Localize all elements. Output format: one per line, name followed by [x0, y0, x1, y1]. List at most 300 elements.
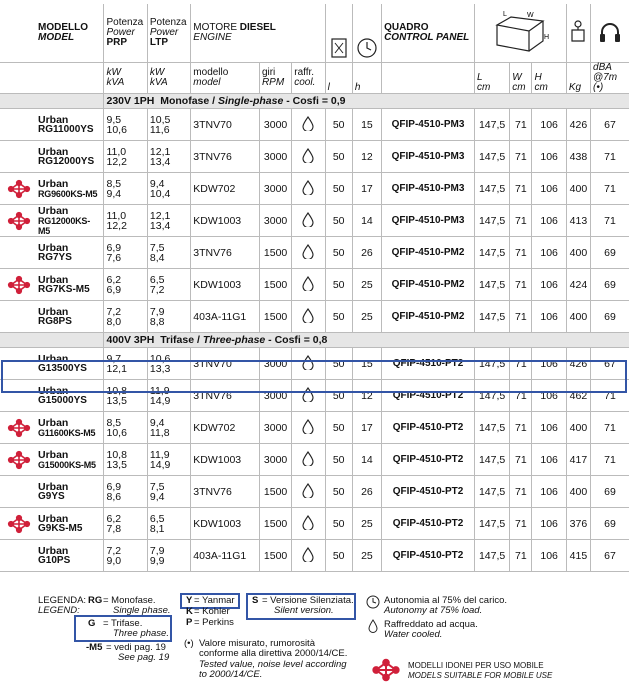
header-model: MODEL — [38, 32, 75, 43]
table-row — [0, 476, 629, 508]
mobile-use-icon — [370, 656, 402, 684]
prp-kw: 6,9 — [106, 480, 122, 493]
legend-s-en: Silent version. — [274, 605, 334, 616]
engine-rpm: 1500 — [259, 508, 291, 540]
mobile-use-icon — [6, 275, 32, 295]
unit-raffr: raffr. — [294, 67, 315, 78]
dim-w: 71 — [510, 348, 532, 380]
model-cell — [0, 412, 104, 444]
weight-kg: 400 — [566, 173, 590, 205]
model-code: G9KS-M5 — [38, 522, 83, 534]
prp-kva: 12,2 — [106, 219, 127, 232]
unit-giri: giri — [261, 67, 276, 78]
engine-rpm: 3000 — [259, 173, 291, 205]
water-drop-icon — [302, 483, 314, 498]
water-drop-icon — [302, 244, 314, 259]
dim-l: 147,5 — [474, 444, 509, 476]
weight-kg: 426 — [566, 348, 590, 380]
engine-model: 403A-11G1 — [191, 540, 260, 572]
dim-l: 147,5 — [474, 205, 509, 237]
header-row-top — [0, 4, 629, 63]
legend-s-it: = Versione Silenziata. — [262, 595, 354, 606]
mobile-use-icon — [6, 418, 32, 438]
water-drop-icon — [302, 180, 314, 195]
cooling-cell — [292, 109, 325, 141]
prp-kva: 7,6 — [106, 251, 122, 264]
model-code: RG7KS-M5 — [38, 283, 90, 295]
ltp-kva: 14,9 — [149, 394, 171, 407]
prp-kva: 12,1 — [106, 362, 127, 375]
table-row — [0, 540, 629, 572]
prp-kva: 12,2 — [106, 155, 127, 168]
model-cell — [0, 269, 104, 301]
engine-model: 3TNV76 — [191, 476, 260, 508]
model-cell — [0, 348, 104, 380]
section-header — [0, 94, 629, 109]
tank-liters: 50 — [325, 540, 352, 572]
ltp-kva: 11,8 — [149, 426, 170, 439]
control-panel: QFIP-4510-PT2 — [382, 540, 475, 572]
control-panel: QFIP-4510-PM3 — [382, 173, 475, 205]
legend-autonomy-en: Autonomy at 75% load. — [384, 605, 483, 616]
model-code: RG8PS — [38, 315, 72, 327]
header-engine: ENGINE — [193, 32, 232, 43]
legend-p-key: P — [186, 617, 193, 628]
table-row — [0, 269, 629, 301]
autonomy-hours: 26 — [352, 237, 381, 269]
cooling-cell — [292, 444, 325, 476]
autonomy-hours: 14 — [352, 205, 381, 237]
section-cosfi: - Cosfi = 0,8 — [265, 334, 328, 346]
ltp-kw: 9,4 — [149, 416, 165, 429]
dim-l: 147,5 — [474, 508, 509, 540]
section-phase: Trifase / — [160, 334, 203, 346]
engine-model: KDW702 — [191, 173, 260, 205]
model-series: Urban — [38, 544, 69, 557]
prp-kw: 8,5 — [106, 177, 122, 190]
ltp-kw: 7,5 — [149, 480, 165, 493]
section-phase: Monofase / — [160, 95, 218, 107]
cooling-cell — [292, 476, 325, 508]
unit-w: W — [512, 72, 522, 83]
weight-kg: 400 — [566, 237, 590, 269]
header-row-units — [0, 63, 629, 94]
header-control-panel: CONTROL PANEL — [384, 32, 470, 43]
dim-l: 147,5 — [474, 301, 509, 333]
tank-liters: 50 — [325, 348, 352, 380]
header-motore: MOTORE — [193, 22, 238, 33]
ltp-kva: 13,4 — [149, 219, 171, 232]
dim-w: 71 — [510, 301, 532, 333]
ltp-kva: 8,8 — [149, 315, 165, 328]
dim-l: 147,5 — [474, 380, 509, 412]
water-drop-icon — [302, 419, 314, 434]
control-panel: QFIP-4510-PT2 — [382, 508, 475, 540]
header-ltp: LTP — [149, 37, 169, 48]
unit-cm: cm — [476, 82, 491, 93]
headphones-icon — [591, 4, 629, 63]
model-series: Urban — [38, 512, 69, 525]
engine-model: KDW702 — [191, 412, 260, 444]
noise-dba: 71 — [591, 380, 629, 412]
tank-liters: 50 — [325, 508, 352, 540]
legend-k-val: = Kohler — [194, 606, 230, 617]
table-row — [0, 205, 629, 237]
prp-kva: 8,6 — [106, 490, 122, 503]
autonomy-hours: 25 — [352, 508, 381, 540]
table-row — [0, 444, 629, 476]
table-row — [0, 412, 629, 444]
noise-dba: 69 — [591, 476, 629, 508]
dim-w: 71 — [510, 540, 532, 572]
prp-kw: 11,0 — [106, 145, 127, 158]
autonomy-hours: 14 — [352, 444, 381, 476]
ltp-kw: 10,5 — [149, 113, 171, 126]
engine-rpm: 3000 — [259, 141, 291, 173]
weight-kg: 400 — [566, 412, 590, 444]
noise-dba: 69 — [591, 237, 629, 269]
dim-l: 147,5 — [474, 540, 509, 572]
section-voltage: 230V 1PH — [106, 95, 155, 107]
engine-rpm: 3000 — [259, 109, 291, 141]
cooling-cell — [292, 237, 325, 269]
control-panel: QFIP-4510-PM3 — [382, 109, 475, 141]
ltp-kw: 9,4 — [149, 177, 165, 190]
generator-spec-table — [0, 4, 629, 572]
model-series: Urban — [38, 241, 69, 254]
engine-rpm: 3000 — [259, 412, 291, 444]
ltp-kva: 11,6 — [149, 123, 170, 136]
dim-w: 71 — [510, 205, 532, 237]
model-series: Urban — [38, 305, 69, 318]
ltp-kva: 9,9 — [149, 554, 165, 567]
section-phase-en: Single-phase — [217, 95, 284, 107]
ltp-kva: 10,4 — [149, 187, 171, 200]
prp-kw: 10,8 — [106, 384, 127, 397]
prp-kva: 13,5 — [106, 458, 127, 471]
dim-l: 147,5 — [474, 141, 509, 173]
tank-liters: 50 — [325, 141, 352, 173]
model-series: Urban — [38, 204, 69, 217]
unit-cool: cool. — [294, 77, 316, 88]
autonomy-hours: 25 — [352, 540, 381, 572]
header-potenza: Potenza — [106, 17, 144, 28]
ltp-kw: 12,1 — [149, 209, 171, 222]
prp-kw: 6,9 — [106, 241, 122, 254]
ltp-kva: 8,1 — [149, 522, 165, 535]
model-series: Urban — [38, 480, 69, 493]
prp-kva: 8,0 — [106, 315, 122, 328]
model-code: RG12000KS-M5 — [38, 215, 91, 236]
ltp-kw: 11,9 — [149, 384, 170, 397]
ltp-kva: 8,4 — [149, 251, 165, 264]
prp-kw: 10,8 — [106, 448, 127, 461]
model-series: Urban — [38, 352, 69, 365]
prp-kw: 6,2 — [106, 512, 122, 525]
table-row — [0, 301, 629, 333]
unit-cm: cm — [512, 82, 526, 93]
dim-h: 106 — [532, 380, 566, 412]
cooling-cell — [292, 141, 325, 173]
cooling-cell — [292, 412, 325, 444]
mobile-use-icon — [6, 514, 32, 534]
model-series: Urban — [38, 177, 69, 190]
unit-dba: dBA — [593, 62, 612, 73]
unit-kva: kVA — [149, 77, 168, 88]
unit-liters: l — [327, 82, 330, 93]
unit-l: L — [476, 72, 483, 83]
engine-model: 3TNV70 — [191, 348, 260, 380]
legend-measured-it-1: Valore misurato, rumorosità — [199, 638, 315, 649]
unit-h: H — [534, 72, 542, 83]
dimensions-box-icon — [474, 4, 566, 63]
header-quadro: QUADRO — [384, 22, 429, 33]
legend-m5-en: See pag. 19 — [118, 652, 170, 663]
dim-h: 106 — [532, 301, 566, 333]
water-drop-icon — [302, 116, 314, 131]
model-series: Urban — [38, 416, 69, 429]
section-header — [0, 333, 629, 348]
noise-dba: 67 — [591, 109, 629, 141]
autonomy-hours: 15 — [352, 348, 381, 380]
prp-kva: 7,8 — [106, 522, 122, 535]
legend-rg-it: = Monofase. — [103, 595, 156, 606]
dim-h: 106 — [532, 237, 566, 269]
dim-h: 106 — [532, 412, 566, 444]
engine-rpm: 1500 — [259, 476, 291, 508]
unit-hours: h — [354, 82, 361, 93]
cooling-cell — [292, 380, 325, 412]
control-panel: QFIP-4510-PT2 — [382, 412, 475, 444]
weight-kg: 424 — [566, 269, 590, 301]
model-cell — [0, 444, 104, 476]
unit-kva: kVA — [106, 77, 125, 88]
prp-kva: 10,6 — [106, 123, 127, 136]
legend-water-it: Raffreddato ad acqua. — [384, 619, 478, 630]
dim-h: 106 — [532, 173, 566, 205]
autonomy-hours: 12 — [352, 380, 381, 412]
dim-l: 147,5 — [474, 348, 509, 380]
control-panel: QFIP-4510-PM3 — [382, 205, 475, 237]
engine-model: KDW1003 — [191, 205, 260, 237]
weight-kg: 400 — [566, 301, 590, 333]
tank-liters: 50 — [325, 205, 352, 237]
water-drop-icon — [368, 619, 378, 633]
unit-cm: cm — [534, 82, 548, 93]
dim-letter-w: W — [527, 11, 534, 19]
weight-kg: 417 — [566, 444, 590, 476]
dim-l: 147,5 — [474, 269, 509, 301]
legend-water-en: Water cooled. — [384, 629, 443, 640]
engine-model: 3TNV76 — [191, 380, 260, 412]
water-drop-icon — [302, 308, 314, 323]
prp-kw: 11,0 — [106, 209, 127, 222]
model-series: Urban — [38, 113, 69, 126]
control-panel: QFIP-4510-PM2 — [382, 301, 475, 333]
ltp-kw: 10,6 — [149, 352, 171, 365]
legend-k-key: K — [186, 606, 193, 617]
control-panel: QFIP-4510-PM3 — [382, 141, 475, 173]
section-phase-en: Three-phase — [202, 334, 266, 346]
prp-kw: 9,7 — [106, 352, 122, 365]
cooling-cell — [292, 269, 325, 301]
noise-dba: 69 — [591, 508, 629, 540]
prp-kw: 8,5 — [106, 416, 122, 429]
ltp-kw: 12,1 — [149, 145, 171, 158]
weight-kg: 376 — [566, 508, 590, 540]
cooling-cell — [292, 301, 325, 333]
legend-mobile-en: MODELS SUITABLE FOR MOBILE USE — [408, 671, 553, 680]
weight-kg: 413 — [566, 205, 590, 237]
model-code: RG7YS — [38, 251, 72, 263]
model-cell — [0, 508, 104, 540]
weight-kg: 462 — [566, 380, 590, 412]
noise-dba: 71 — [591, 412, 629, 444]
engine-rpm: 3000 — [259, 205, 291, 237]
legend-measured-en-1: Tested value, noise level according — [199, 659, 347, 670]
prp-kw: 9,5 — [106, 113, 122, 126]
model-series: Urban — [38, 273, 69, 286]
autonomy-hours: 15 — [352, 109, 381, 141]
legend-legenda: LEGENDA: — [38, 595, 87, 606]
control-panel: QFIP-4510-PM2 — [382, 237, 475, 269]
dim-letter-l: L — [503, 10, 508, 18]
model-code: G15000YS — [38, 394, 87, 406]
model-code: G10PS — [38, 554, 71, 566]
ltp-kva: 9,4 — [149, 490, 165, 503]
dim-w: 71 — [510, 141, 532, 173]
tank-liters: 50 — [325, 301, 352, 333]
legend-mobile-it: MODELLI IDONEI PER USO MOBILE — [408, 661, 544, 670]
noise-dba: 71 — [591, 205, 629, 237]
model-code: G15000KS-M5 — [38, 459, 96, 470]
engine-rpm: 1500 — [259, 540, 291, 572]
ltp-kw: 6,5 — [149, 512, 165, 525]
model-cell — [0, 141, 104, 173]
noise-dba: 71 — [591, 141, 629, 173]
cooling-cell — [292, 205, 325, 237]
table-row — [0, 508, 629, 540]
dim-h: 106 — [532, 540, 566, 572]
water-drop-icon — [302, 387, 314, 402]
unit-measured-mark: (•) — [593, 82, 604, 93]
legend-y-key: Y — [186, 595, 193, 606]
model-series: Urban — [38, 384, 69, 397]
unit-model: model — [193, 77, 221, 88]
weight-kg: 400 — [566, 476, 590, 508]
engine-model: 3TNV70 — [191, 109, 260, 141]
tank-liters: 50 — [325, 109, 352, 141]
weight-kg: 426 — [566, 109, 590, 141]
table-row — [0, 380, 629, 412]
legend-s-key: S — [252, 595, 259, 606]
ltp-kw: 7,5 — [149, 241, 165, 254]
control-panel: QFIP-4510-PT2 — [382, 444, 475, 476]
model-code: G9YS — [38, 490, 65, 502]
control-panel: QFIP-4510-PT2 — [382, 476, 475, 508]
model-cell — [0, 205, 104, 237]
model-cell — [0, 109, 104, 141]
table-row — [0, 109, 629, 141]
engine-model: KDW1003 — [191, 508, 260, 540]
engine-rpm: 1500 — [259, 301, 291, 333]
engine-rpm: 3000 — [259, 348, 291, 380]
legend — [0, 590, 629, 693]
noise-dba: 67 — [591, 540, 629, 572]
prp-kva: 13,5 — [106, 394, 127, 407]
model-cell — [0, 380, 104, 412]
prp-kva: 6,9 — [106, 283, 122, 296]
autonomy-hours: 25 — [352, 269, 381, 301]
mobile-use-icon — [6, 450, 32, 470]
control-panel: QFIP-4510-PT2 — [382, 380, 475, 412]
legend-measured-mark: (•) — [184, 638, 194, 649]
table-row — [0, 348, 629, 380]
header-power: Power — [149, 27, 179, 38]
legend-legend: LEGEND: — [38, 605, 80, 616]
dim-w: 71 — [510, 476, 532, 508]
section-voltage: 400V 3PH — [106, 334, 155, 346]
dim-h: 106 — [532, 476, 566, 508]
dim-l: 147,5 — [474, 476, 509, 508]
prp-kva: 9,4 — [106, 187, 122, 200]
legend-y-val: = Yanmar — [194, 595, 235, 606]
noise-dba: 71 — [591, 444, 629, 476]
autonomy-hours: 17 — [352, 412, 381, 444]
prp-kw: 6,2 — [106, 273, 122, 286]
tank-liters: 50 — [325, 380, 352, 412]
water-drop-icon — [302, 148, 314, 163]
table-row — [0, 141, 629, 173]
model-code: RG11000YS — [38, 123, 94, 135]
model-cell — [0, 237, 104, 269]
water-drop-icon — [302, 355, 314, 370]
control-panel: QFIP-4510-PM2 — [382, 269, 475, 301]
weight-kg: 438 — [566, 141, 590, 173]
ltp-kva: 13,4 — [149, 155, 171, 168]
model-cell — [0, 476, 104, 508]
legend-autonomy-it: Autonomia al 75% del carico. — [384, 595, 508, 606]
tank-liters: 50 — [325, 173, 352, 205]
table-row — [0, 173, 629, 205]
tank-liters: 50 — [325, 444, 352, 476]
dim-w: 71 — [510, 412, 532, 444]
dim-l: 147,5 — [474, 109, 509, 141]
fuel-tank-icon — [325, 4, 352, 63]
ltp-kw: 6,5 — [149, 273, 165, 286]
header-modello: MODELLO — [38, 22, 88, 33]
dim-l: 147,5 — [474, 237, 509, 269]
engine-rpm: 3000 — [259, 444, 291, 476]
model-series: Urban — [38, 145, 69, 158]
ltp-kw: 7,9 — [149, 544, 165, 557]
section-cosfi: - Cosfi = 0,9 — [283, 95, 346, 107]
legend-g-key: G — [88, 618, 96, 629]
autonomy-hours: 12 — [352, 141, 381, 173]
engine-model: KDW1003 — [191, 444, 260, 476]
noise-dba: 69 — [591, 269, 629, 301]
legend-rg-key: RG — [88, 595, 103, 606]
ltp-kva: 7,2 — [149, 283, 165, 296]
legend-m5-key: -M5 — [86, 642, 103, 653]
autonomy-hours: 26 — [352, 476, 381, 508]
tank-liters: 50 — [325, 412, 352, 444]
dim-h: 106 — [532, 269, 566, 301]
unit-at7m: @7m — [593, 72, 618, 83]
legend-m5-it: = vedi pag. 19 — [106, 642, 166, 653]
model-code: RG9600KS-M5 — [38, 188, 98, 199]
dim-h: 106 — [532, 348, 566, 380]
